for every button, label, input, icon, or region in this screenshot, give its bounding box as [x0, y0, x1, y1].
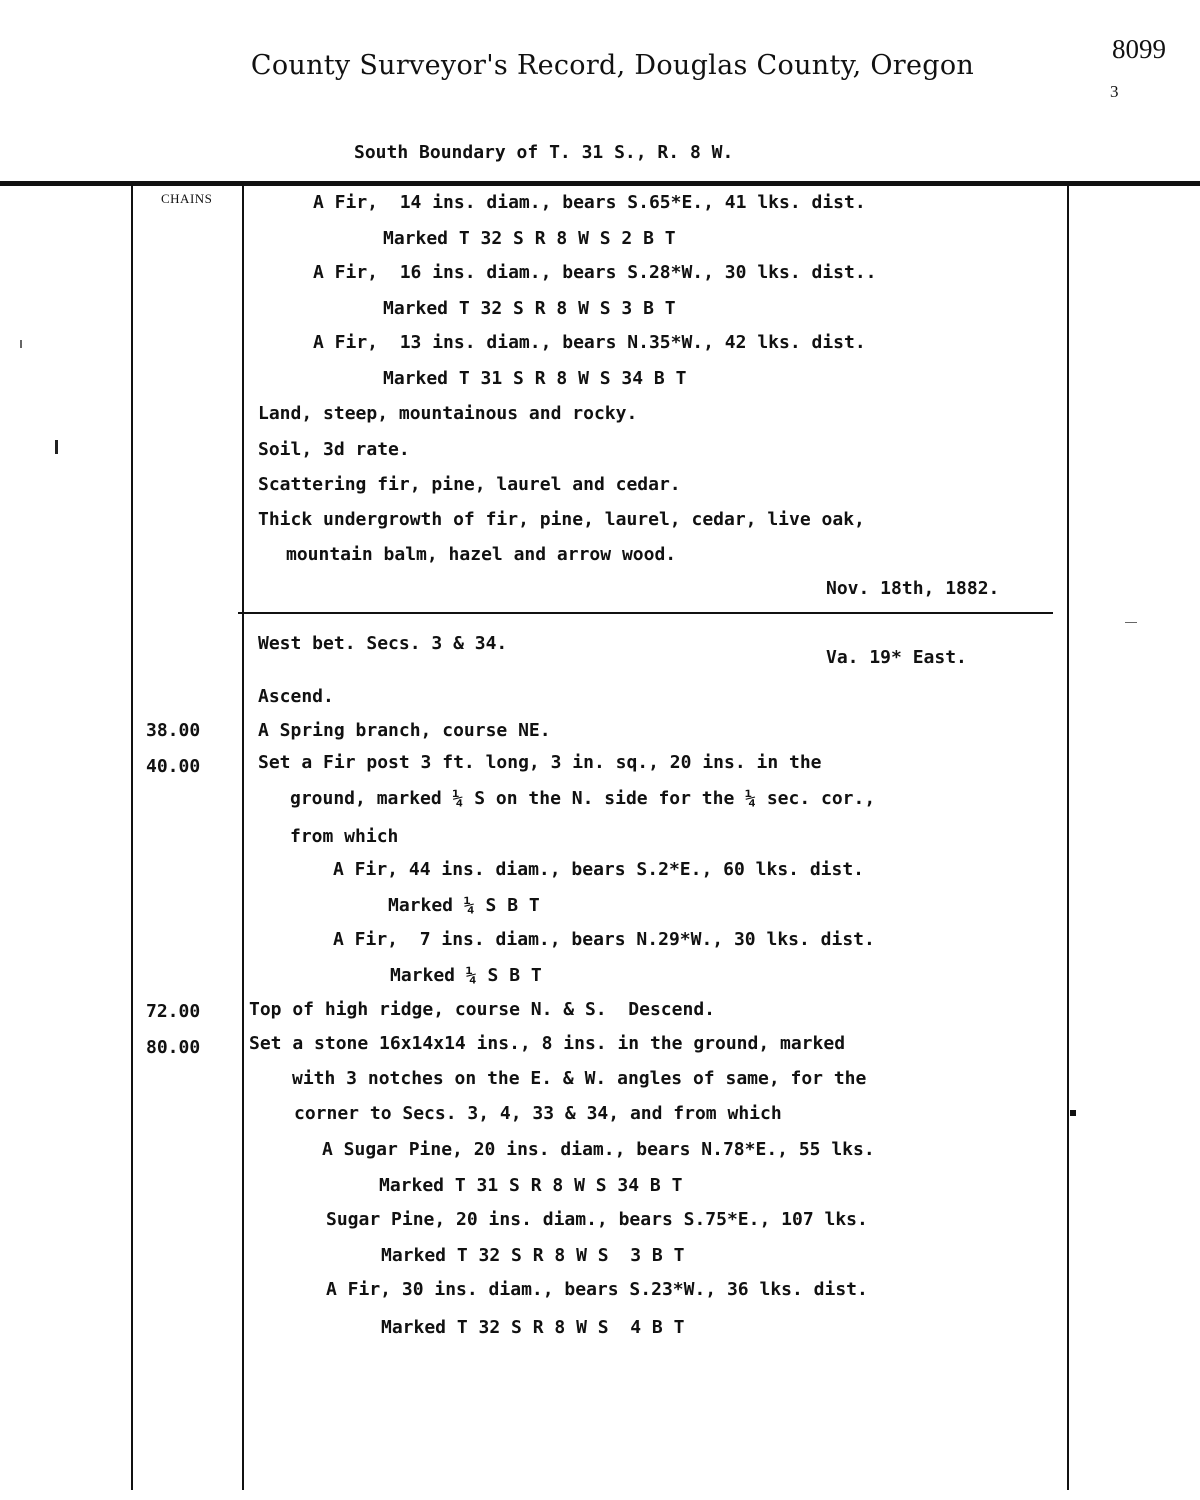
survey-note: Set a Fir post 3 ft. long, 3 in. sq., 20 ins. in the — [258, 752, 822, 773]
survey-note: Set a stone 16x14x14 ins., 8 ins. in the ground, marked — [249, 1033, 846, 1054]
undergrowth-description: Thick undergrowth of fir, pine, laurel, cedar, live oak, — [258, 509, 865, 530]
line-heading: West bet. Secs. 3 & 34. — [258, 633, 508, 654]
section-separator — [238, 612, 1053, 614]
scan-speck — [20, 340, 22, 348]
survey-note: from which — [290, 826, 399, 847]
tree-marking: Marked T 32 S R 8 W S 4 B T — [381, 1317, 685, 1338]
chain-distance: 38.00 — [146, 720, 201, 741]
tree-marking: Marked ¼ S B T — [390, 965, 542, 986]
bearing-tree-entry: A Fir, 44 ins. diam., bears S.2*E., 60 lks. dist. — [333, 859, 865, 880]
survey-note: Top of high ridge, course N. & S. Descend. — [249, 999, 715, 1020]
survey-note: A Spring branch, course NE. — [258, 720, 551, 741]
bearing-tree-entry: A Fir, 16 ins. diam., bears S.28*W., 30 lks. dist.. — [313, 262, 877, 283]
survey-note: with 3 notches on the E. & W. angles of same, for the — [292, 1068, 867, 1089]
tree-marking: Marked ¼ S B T — [388, 895, 540, 916]
bearing-tree-entry: A Fir, 7 ins. diam., bears N.29*W., 30 lks. dist. — [333, 929, 875, 950]
bearing-tree-entry: A Fir, 30 ins. diam., bears S.23*W., 36 lks. dist. — [326, 1279, 868, 1300]
column-rule-middle — [242, 186, 244, 1490]
tree-marking: Marked T 31 S R 8 W S 34 B T — [379, 1175, 683, 1196]
bearing-tree-entry: A Fir, 14 ins. diam., bears S.65*E., 41 lks. dist. — [313, 192, 866, 213]
chain-distance: 40.00 — [146, 756, 201, 777]
page-number: 8099 — [1112, 34, 1166, 64]
survey-date: Nov. 18th, 1882. — [826, 578, 1000, 599]
undergrowth-continued: mountain balm, hazel and arrow wood. — [286, 544, 677, 565]
tree-marking: Marked T 31 S R 8 W S 34 B T — [383, 368, 687, 389]
survey-note: ground, marked ¼ S on the N. side for the ¼ sec. cor., — [290, 788, 876, 809]
timber-description: Scattering fir, pine, laurel and cedar. — [258, 474, 681, 495]
chain-distance: 80.00 — [146, 1037, 201, 1058]
tree-marking: Marked T 32 S R 8 W S 2 B T — [383, 228, 676, 249]
survey-note: corner to Secs. 3, 4, 33 & 34, and from which — [294, 1103, 782, 1124]
scan-speck — [1070, 1110, 1076, 1116]
magnetic-variation: Va. 19* East. — [826, 647, 967, 668]
soil-description: Soil, 3d rate. — [258, 439, 410, 460]
land-description: Land, steep, mountainous and rocky. — [258, 403, 638, 424]
column-rule-right — [1067, 186, 1069, 1490]
record-subtitle: South Boundary of T. 31 S., R. 8 W. — [354, 142, 734, 163]
column-rule-left — [131, 186, 133, 1490]
tree-marking: Marked T 32 S R 8 W S 3 B T — [383, 298, 676, 319]
page-sub-number: 3 — [1110, 82, 1119, 101]
chains-column-header: CHAINS — [161, 191, 213, 206]
survey-note: Ascend. — [258, 686, 334, 707]
tree-marking: Marked T 32 S R 8 W S 3 B T — [381, 1245, 685, 1266]
page-header-title: County Surveyor's Record, Douglas County, Oregon — [250, 50, 975, 81]
header-rule — [0, 181, 1200, 186]
chain-distance: 72.00 — [146, 1001, 201, 1022]
bearing-tree-entry: Sugar Pine, 20 ins. diam., bears S.75*E., 107 lks. — [326, 1209, 868, 1230]
scan-speck — [1125, 622, 1137, 623]
scan-speck — [55, 440, 58, 454]
bearing-tree-entry: A Fir, 13 ins. diam., bears N.35*W., 42 lks. dist. — [313, 332, 866, 353]
bearing-tree-entry: A Sugar Pine, 20 ins. diam., bears N.78*E., 55 lks. — [322, 1139, 875, 1160]
